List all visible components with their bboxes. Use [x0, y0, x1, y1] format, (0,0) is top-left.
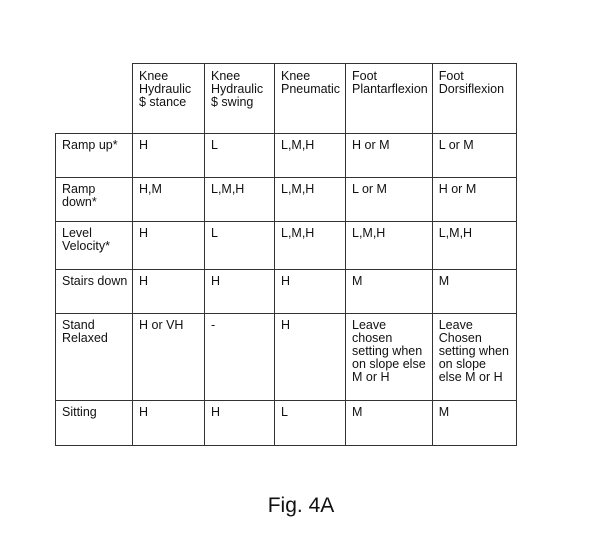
row-label: Ramp down*	[56, 178, 133, 222]
table-row	[56, 134, 517, 178]
table-cell: M	[432, 270, 516, 314]
table-cell: Leave Chosen setting when on slope else M or H	[432, 314, 516, 401]
table-row	[56, 270, 517, 314]
table-cell: L	[205, 134, 275, 178]
row-label: Sitting	[56, 401, 133, 446]
table-cell: H or M	[346, 134, 433, 178]
table-cell: H,M	[133, 178, 205, 222]
table-cell: Leave chosen setting when on slope else M or H	[346, 314, 433, 401]
table-cell: H	[133, 401, 205, 446]
table-cell: L	[205, 222, 275, 270]
row-label: Stand Relaxed	[56, 314, 133, 401]
table-row	[56, 178, 517, 222]
column-header: Knee Pneumatic	[275, 64, 346, 134]
row-label: Ramp up*	[56, 134, 133, 178]
table-cell: L,M,H	[275, 222, 346, 270]
table-cell: -	[205, 314, 275, 401]
column-header: Knee Hydraulic $ stance	[133, 64, 205, 134]
table-cell: L,M,H	[275, 134, 346, 178]
row-label: Level Velocity*	[56, 222, 133, 270]
table-cell: H	[133, 134, 205, 178]
table-cell: L,M,H	[275, 178, 346, 222]
header-row	[56, 64, 517, 134]
row-label: Stairs down	[56, 270, 133, 314]
table-cell: H	[205, 270, 275, 314]
table-cell: L,M,H	[346, 222, 433, 270]
table-cell: H	[275, 314, 346, 401]
table-cell: M	[346, 270, 433, 314]
table-cell: L or M	[432, 134, 516, 178]
table-cell: H or VH	[133, 314, 205, 401]
table-cell: M	[346, 401, 433, 446]
table-cell: H	[275, 270, 346, 314]
table-cell: L,M,H	[205, 178, 275, 222]
corner-cell	[56, 64, 133, 134]
table-cell: H	[133, 222, 205, 270]
table-row	[56, 314, 517, 401]
column-header: Foot Dorsiflexion	[432, 64, 516, 134]
table-cell: H	[205, 401, 275, 446]
column-header: Foot Plantarflexion	[346, 64, 433, 134]
figure-caption: Fig. 4A	[267, 494, 335, 517]
table-row	[56, 401, 517, 446]
table-cell: H	[133, 270, 205, 314]
column-header: Knee Hydraulic $ swing	[205, 64, 275, 134]
table-cell: L,M,H	[432, 222, 516, 270]
table-cell: M	[432, 401, 516, 446]
table-cell: H or M	[432, 178, 516, 222]
table-cell: L or M	[346, 178, 433, 222]
table-row	[56, 222, 517, 270]
settings-table	[55, 63, 517, 446]
table-cell: L	[275, 401, 346, 446]
